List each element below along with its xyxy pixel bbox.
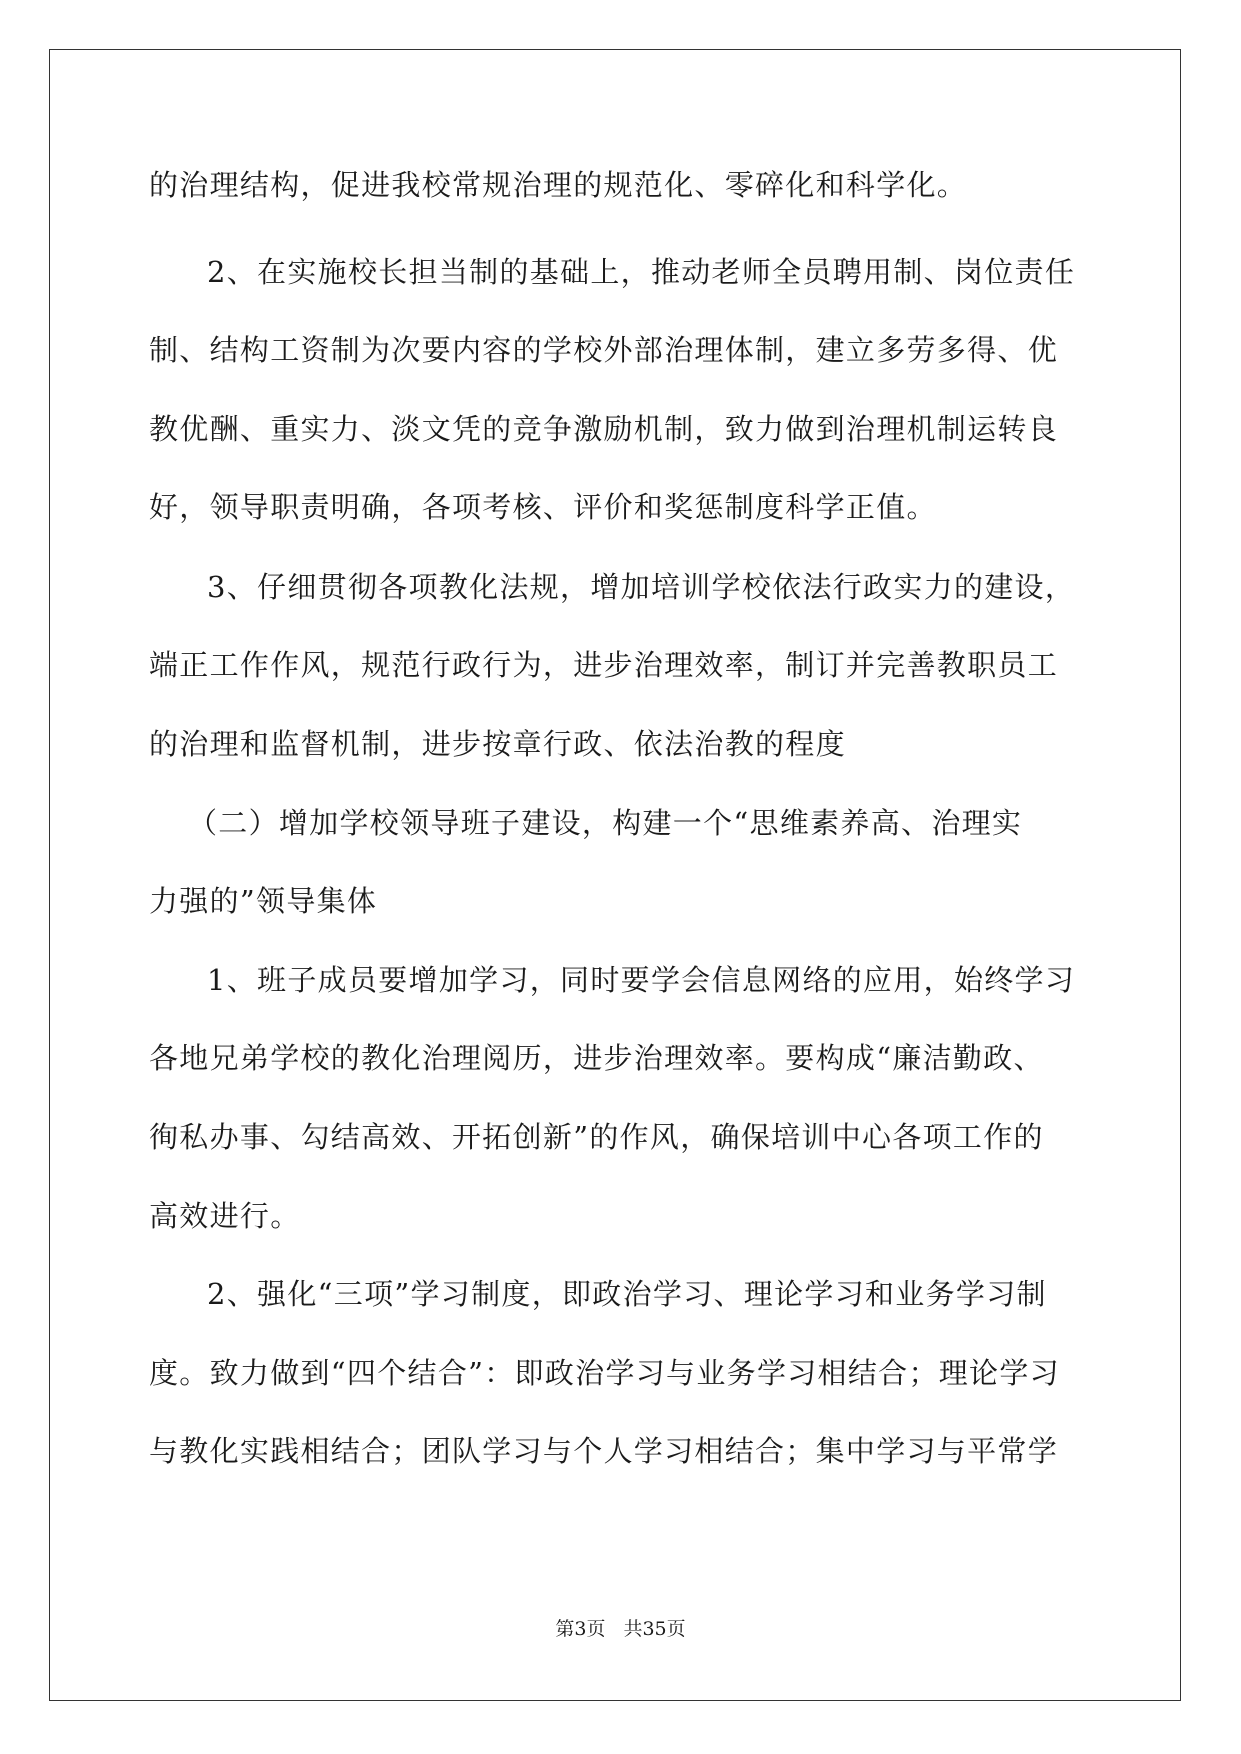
paragraph-line: 2、在实施校长担当制的基础上，推动老师全员聘用制、岗位责任 bbox=[207, 255, 1076, 289]
text-line: 好，领导职责明确，各项考核、评价和奖惩制度科学正值。 bbox=[149, 490, 937, 524]
page-number: 第3页 bbox=[555, 1618, 606, 1640]
text-line: 徇私办事、勾结高效、开拓创新”的作风，确保培训中心各项工作的 bbox=[149, 1120, 1044, 1154]
text-line: 各地兄弟学校的教化治理阅历，进步治理效率。要构成“廉洁勤政、 bbox=[149, 1041, 1044, 1075]
text-line: 教优酬、重实力、淡文凭的竞争激励机制，致力做到治理机制运转良 bbox=[149, 412, 1059, 446]
paragraph-line: 1、班子成员要增加学习，同时要学会信息网络的应用，始终学习 bbox=[207, 963, 1076, 997]
section-heading-line: （二）增加学校领导班子建设，构建一个“思维素养高、治理实 bbox=[188, 806, 1023, 840]
paragraph-line: 3、仔细贯彻各项教化法规，增加培训学校依法行政实力的建设， bbox=[207, 570, 1076, 604]
text-line: 端正工作作风，规范行政行为，进步治理效率，制订并完善教职员工 bbox=[149, 648, 1059, 682]
text-line: 高效进行。 bbox=[149, 1199, 301, 1233]
paragraph-line: 2、强化“三项”学习制度，即政治学习、理论学习和业务学习制 bbox=[207, 1277, 1047, 1311]
text-line: 与教化实践相结合；团队学习与个人学习相结合；集中学习与平常学 bbox=[149, 1434, 1059, 1468]
text-line: 度。致力做到“四个结合”：即政治学习与业务学习相结合；理论学习 bbox=[149, 1356, 1060, 1390]
section-heading-line: 力强的”领导集体 bbox=[149, 884, 378, 918]
text-line: 的治理和监督机制，进步按章行政、依法治教的程度 bbox=[149, 727, 846, 761]
text-line: 制、结构工资制为次要内容的学校外部治理体制，建立多劳多得、优 bbox=[149, 333, 1059, 367]
page-total: 共35页 bbox=[623, 1618, 686, 1640]
text-line: 的治理结构，促进我校常规治理的规范化、零碎化和科学化。 bbox=[149, 168, 968, 202]
page-footer bbox=[0, 1617, 1241, 1641]
